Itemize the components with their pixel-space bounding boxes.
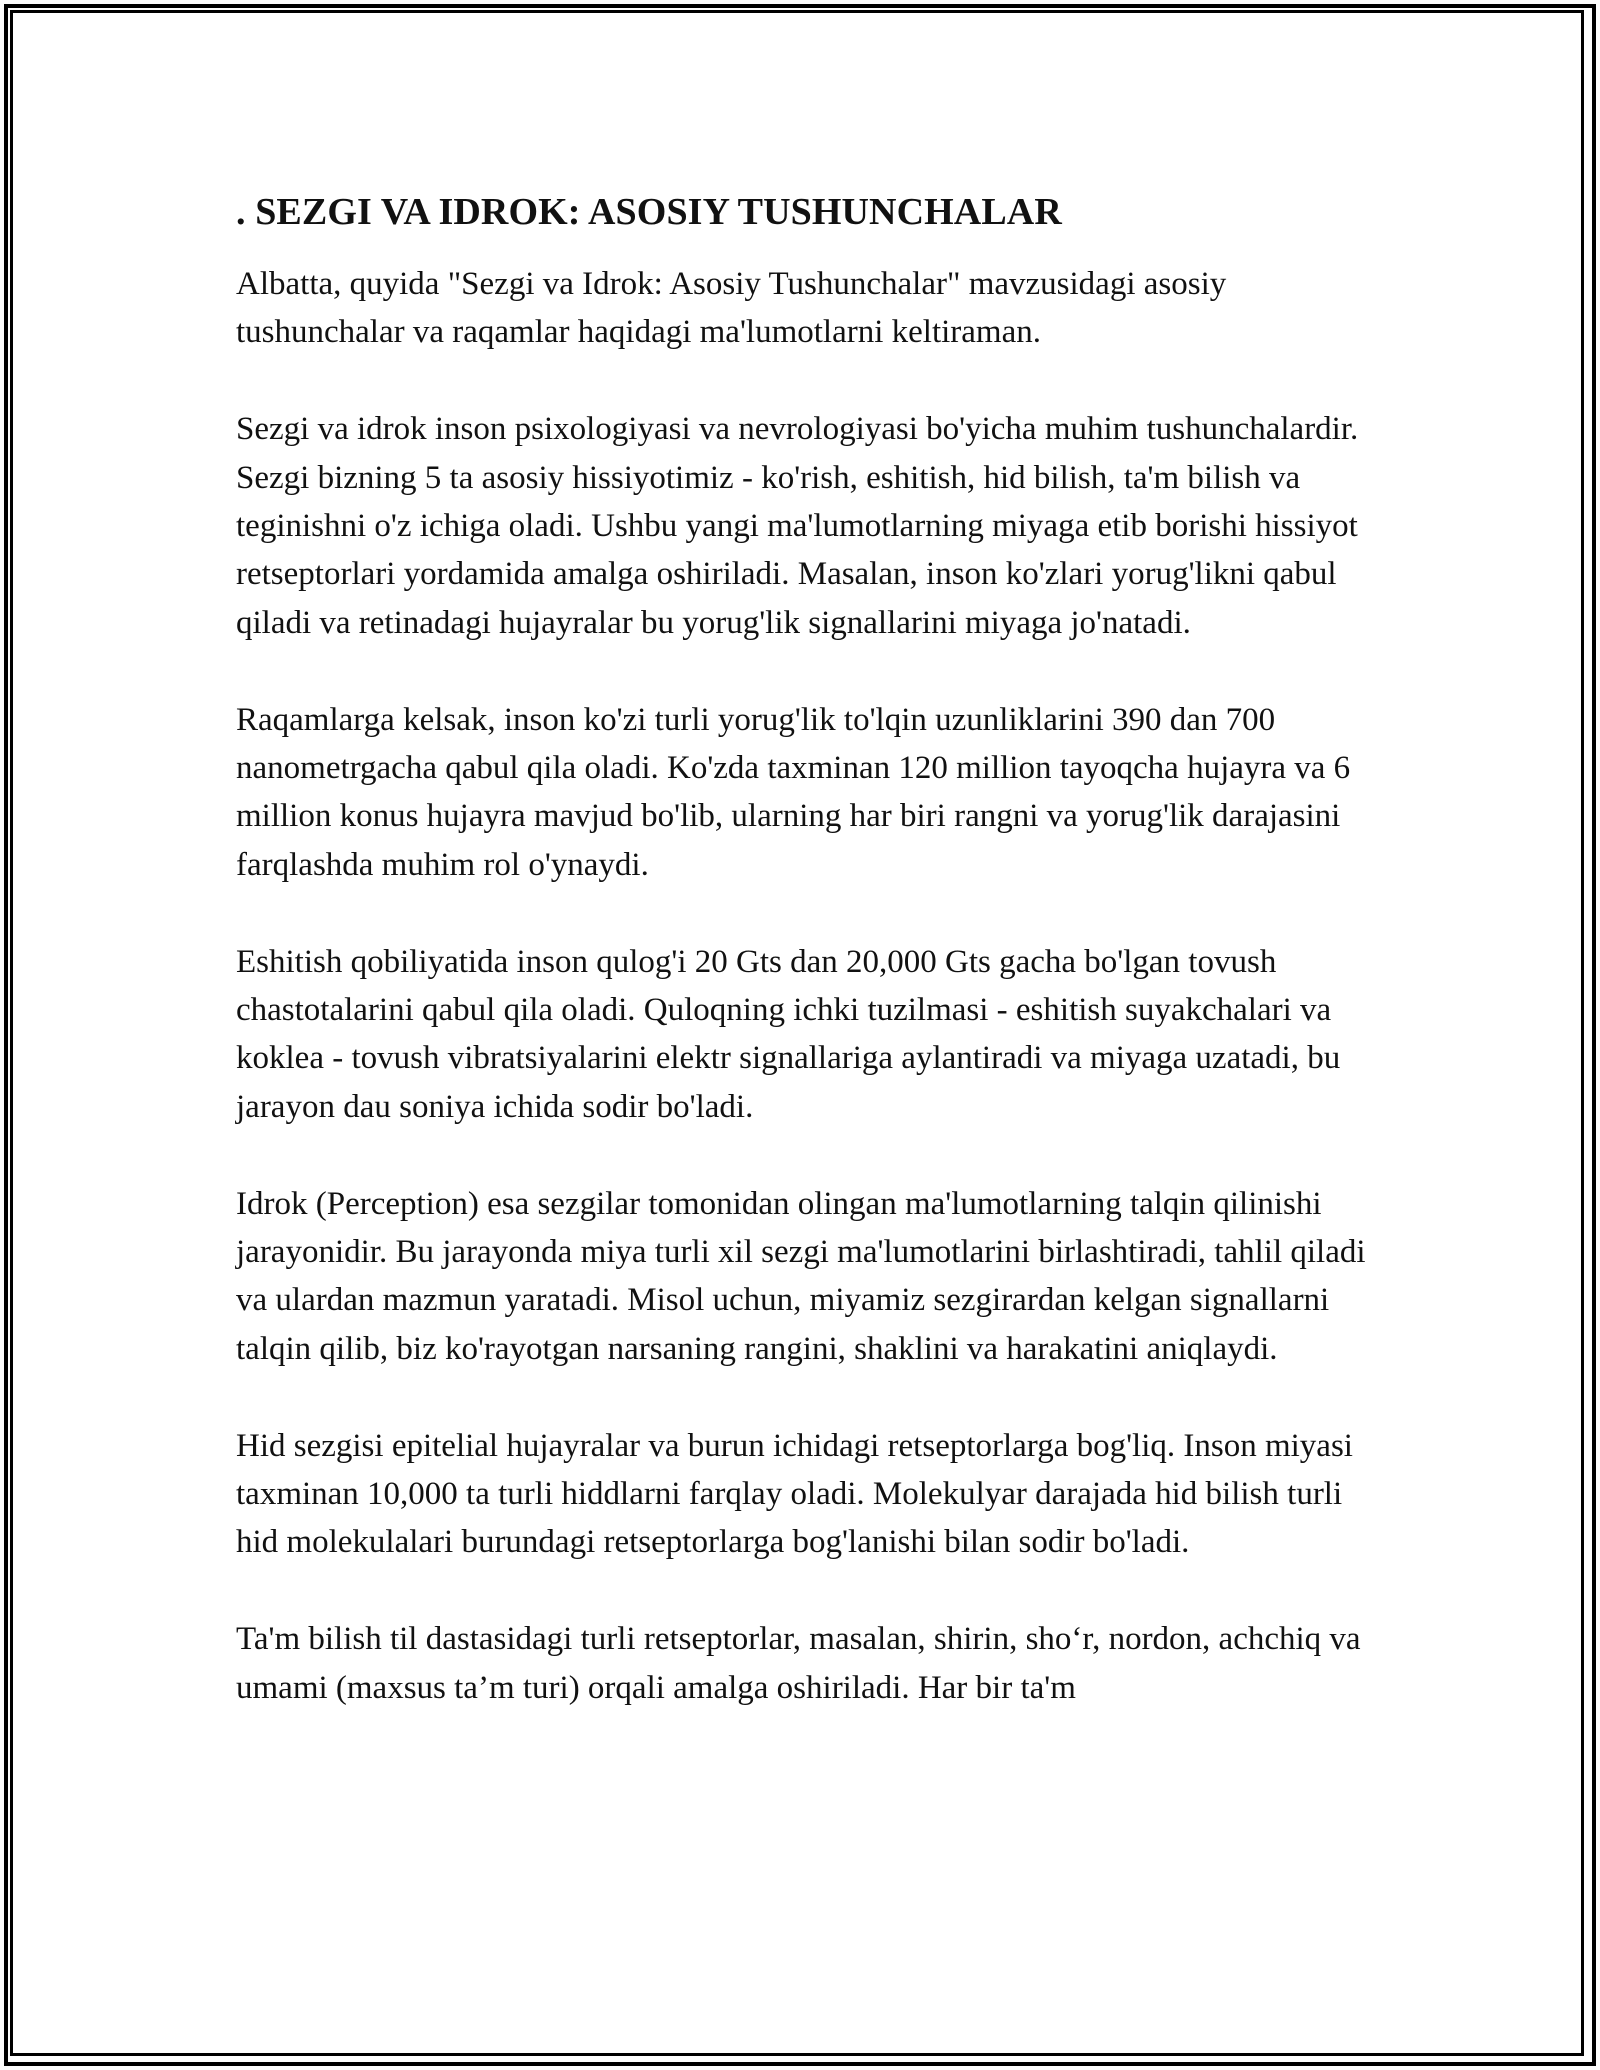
document-body [236, 184, 1376, 1760]
paragraph-intro: Albatta, quyida "Sezgi va Idrok: Asosiy Tushunchalar" mavzusidagi asosiy tushunchalar va raqamlar haqidagi ma'lumotlarni keltiraman. [236, 266, 1227, 351]
paragraph-smell: Hid sezgisi epitelial hujayralar va burun ichidagi retseptorlarga bog'liq. Inson miyasi taxminan 10,000 ta turli hiddlarni farqlay oladi. Molekulyar darajada hid bilish turli hid molekulalari burundagi retseptorlarga bog'lanishi bilan sodir bo'ladi. [236, 1427, 1353, 1561]
paragraph-vision-numbers: Raqamlarga kelsak, inson ko'zi turli yorug'lik to'lqin uzunliklarini 390 dan 700 nanometrgacha qabul qila oladi. Ko'zda taxminan 120 million tayoqcha hujayra va 6 million konus hujayra mavjud bo'lib, ularning har biri rangni va yorug'lik darajasini farqlashda muhim rol o'ynaydi. [236, 701, 1351, 883]
paragraph-sensation: Sezgi va idrok inson psixologiyasi va nevrologiyasi bo'yicha muhim tushunchalardir. Sezgi bizning 5 ta asosiy hissiyotimiz - ko'rish, eshitish, hid bilish, ta'm bilish va teginishni o'z ichiga oladi. Ushbu yangi ma'lumotlarning miyaga etib borishi hissiyot retseptorlari yordamida amalga oshiriladi. Masalan, inson ko'zlari yorug'likni qabul qiladi va retinadagi hujayralar bu yorug'lik signallarini miyaga jo'natadi. [236, 411, 1359, 641]
paragraph-taste: Ta'm bilish til dastasidagi turli retseptorlar, masalan, shirin, sho‘r, nordon, achchiq va umami (maxsus ta’m turi) orqali amalga oshiriladi. Har bir ta'm [236, 1621, 1361, 1706]
paragraph-perception: Idrok (Perception) esa sezgilar tomonidan olingan ma'lumotlarning talqin qilinishi jarayonidir. Bu jarayonda miya turli xil sezgi ma'lumotlarini birlashtiradi, tahlil qiladi va ulardan mazmun yaratadi. Misol uchun, miyamiz sezgirardan kelgan signallarni talqin qilib, biz ko'rayotgan narsaning rangini, shaklini va harakatini aniqlaydi. [236, 1185, 1366, 1367]
document-title: . SEZGI VA IDROK: ASOSIY TUSHUNCHALAR [236, 191, 1062, 233]
paragraph-hearing: Eshitish qobiliyatida inson qulog'i 20 Gts dan 20,000 Gts gacha bo'lgan tovush chastotalarini qabul qila oladi. Quloqning ichki tuzilmasi - eshitish suyakchalari va koklea - tovush vibratsiyalarini elektr signallariga aylantiradi va miyaga uzatadi, bu jarayon dau soniya ichida sodir bo'ladi. [236, 943, 1341, 1125]
